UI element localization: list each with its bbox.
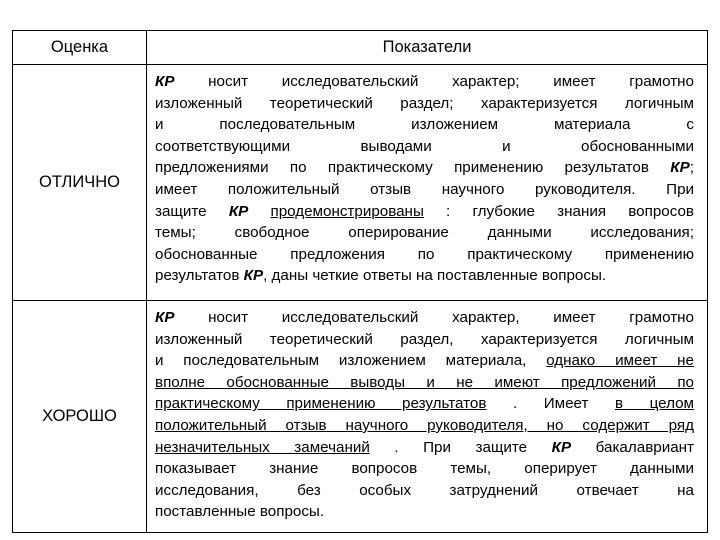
text-segment: ; bbox=[689, 159, 694, 177]
text-segment: показывает знание вопросов темы, оперирует данными bbox=[155, 460, 694, 478]
criteria-line bbox=[155, 350, 694, 372]
column-header-criteria: Показатели bbox=[147, 31, 708, 65]
text-segment: результатов bbox=[155, 267, 244, 285]
text-segment: и последовательным изложением материала, bbox=[155, 352, 547, 370]
grade-excellent: ОТЛИЧНО bbox=[13, 65, 147, 301]
column-header-grade: Оценка bbox=[13, 31, 147, 65]
criteria-line bbox=[155, 458, 694, 480]
text-segment: незначительных замечаний bbox=[155, 438, 370, 456]
criteria-line bbox=[155, 201, 694, 223]
criteria-line bbox=[155, 393, 694, 415]
text-segment: положительный отзыв научного руководителя, но содержит ряд bbox=[155, 416, 694, 434]
text-segment: практическому применению результатов bbox=[155, 395, 487, 413]
abbrev-kr: КР bbox=[155, 73, 175, 90]
criteria-line bbox=[155, 179, 694, 201]
table-row bbox=[13, 65, 708, 301]
criteria-line bbox=[155, 136, 694, 158]
text-segment: в целом bbox=[614, 395, 694, 413]
criteria-line bbox=[155, 93, 694, 115]
text-segment: обоснованные предложения по практическому применению bbox=[155, 245, 694, 263]
criteria-line bbox=[155, 329, 694, 351]
criteria-line bbox=[155, 114, 694, 136]
criteria-line bbox=[155, 265, 694, 287]
text-segment: предложениями по практическому применению результатов bbox=[155, 159, 671, 177]
table-header-row bbox=[13, 31, 708, 65]
criteria-line bbox=[155, 480, 694, 502]
text-segment: бакалавриант bbox=[571, 438, 694, 456]
text-segment: соответствующими выводами и обоснованными bbox=[155, 137, 694, 155]
grading-criteria-table bbox=[12, 30, 708, 533]
text-segment: : глубокие знания вопросов bbox=[423, 202, 694, 220]
criteria-line bbox=[155, 415, 694, 437]
text-segment: вполне обоснованные выводы и не имеют предложений по bbox=[155, 373, 694, 391]
text-segment: носит исследовательский характер, имеет грамотно bbox=[174, 309, 694, 326]
text-segment: . При защите bbox=[369, 438, 552, 456]
text-segment: , даны четкие ответы на поставленные вопросы. bbox=[263, 267, 607, 285]
criteria-line bbox=[155, 437, 694, 459]
abbrev-kr: КР bbox=[243, 267, 264, 285]
criteria-line bbox=[155, 157, 694, 179]
criteria-line bbox=[155, 71, 694, 93]
abbrev-kr: КР bbox=[670, 159, 690, 177]
criteria-line bbox=[155, 372, 694, 394]
text-segment bbox=[248, 203, 270, 220]
text-segment: темы; свободное оперирование данными исследования; bbox=[155, 224, 694, 242]
abbrev-kr: КР bbox=[228, 202, 249, 220]
criteria-good bbox=[147, 301, 708, 533]
text-segment: исследования, без особых затруднений отвечает на bbox=[155, 481, 694, 499]
text-segment: защите bbox=[155, 202, 229, 220]
criteria-line bbox=[155, 244, 694, 266]
criteria-line bbox=[155, 501, 694, 523]
criteria-line bbox=[155, 222, 694, 244]
text-segment: носит исследовательский характер; имеет грамотно bbox=[174, 73, 694, 90]
text-segment: изложенный теоретический раздел, характеризуется логичным bbox=[155, 330, 694, 348]
text-segment: продемонстрированы bbox=[270, 202, 424, 220]
text-segment: однако имеет не bbox=[546, 352, 694, 370]
abbrev-kr: КР bbox=[155, 309, 175, 326]
criteria-excellent bbox=[147, 65, 708, 301]
criteria-line bbox=[155, 307, 694, 329]
text-segment: . Имеет bbox=[486, 395, 615, 413]
table-row bbox=[13, 301, 708, 533]
text-segment: и последовательным изложением материала с bbox=[155, 116, 694, 134]
text-segment: имеет положительный отзыв научного руководителя. При bbox=[155, 180, 694, 198]
abbrev-kr: КР bbox=[551, 438, 572, 456]
text-segment: изложенный теоретический раздел; характеризуется логичным bbox=[155, 94, 694, 112]
grade-good: ХОРОШО bbox=[13, 301, 147, 533]
text-segment: поставленные вопросы. bbox=[155, 503, 325, 521]
